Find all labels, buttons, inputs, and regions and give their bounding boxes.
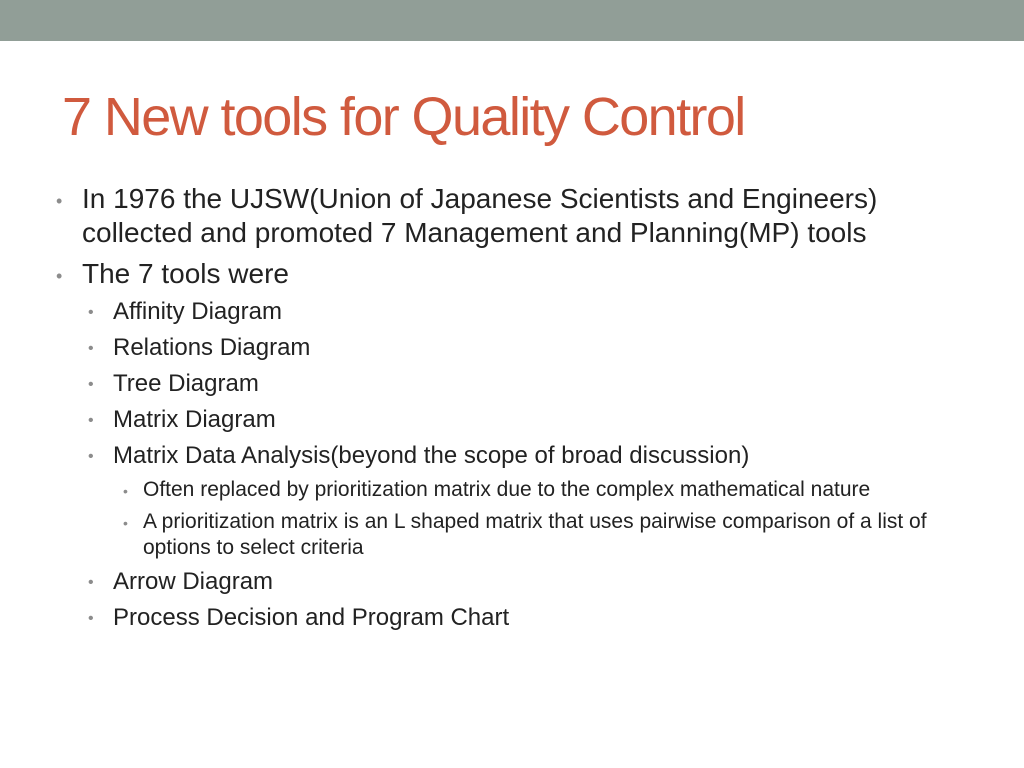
matrix-note-text: Often replaced by prioritization matrix due to the complex mathematical nature [143,478,871,501]
tool-item [56,567,956,597]
bullet-dot-icon: • [56,191,63,211]
matrix-note-text: A prioritization matrix is an L shaped matrix that uses pairwise comparison of a list of options to select criteria [143,510,927,559]
bullet-text: In 1976 the UJSW(Union of Japanese Scientists and Engineers) collected and promoted 7 Management and Planning(MP) tools [82,183,878,248]
bullet-list [56,182,956,633]
tool-item-label: Matrix Diagram [113,406,276,433]
tool-item [56,441,956,471]
tool-item-label: Matrix Data Analysis(beyond the scope of broad discussion) [113,442,750,469]
bullet-tools-heading [56,257,956,291]
tool-item [56,405,956,435]
bullet-dot-icon: • [88,574,94,591]
bullet-dot-icon: • [56,266,63,286]
tool-item-label: Arrow Diagram [113,568,274,595]
tool-item-label: Process Decision and Program Chart [113,604,510,631]
tool-item [56,369,956,399]
bullet-dot-icon: • [88,610,94,627]
tool-item-label: Affinity Diagram [113,298,282,325]
tool-item [56,603,956,633]
bullet-dot-icon: • [123,515,128,531]
matrix-note [56,477,956,503]
tool-item [56,297,956,327]
tool-item-label: Relations Diagram [113,334,311,361]
slide-title: 7 New tools for Quality Control [62,87,745,147]
bullet-text: The 7 tools were [82,258,289,289]
bullet-dot-icon: • [88,448,94,465]
bullet-dot-icon: • [88,412,94,429]
bullet-intro [56,182,956,250]
bullet-dot-icon: • [88,304,94,321]
bullet-dot-icon: • [88,376,94,393]
top-accent-band [0,0,1024,41]
matrix-note [56,509,956,561]
bullet-dot-icon: • [123,483,128,499]
tool-item-label: Tree Diagram [113,370,259,397]
tool-item [56,333,956,363]
bullet-dot-icon: • [88,340,94,357]
